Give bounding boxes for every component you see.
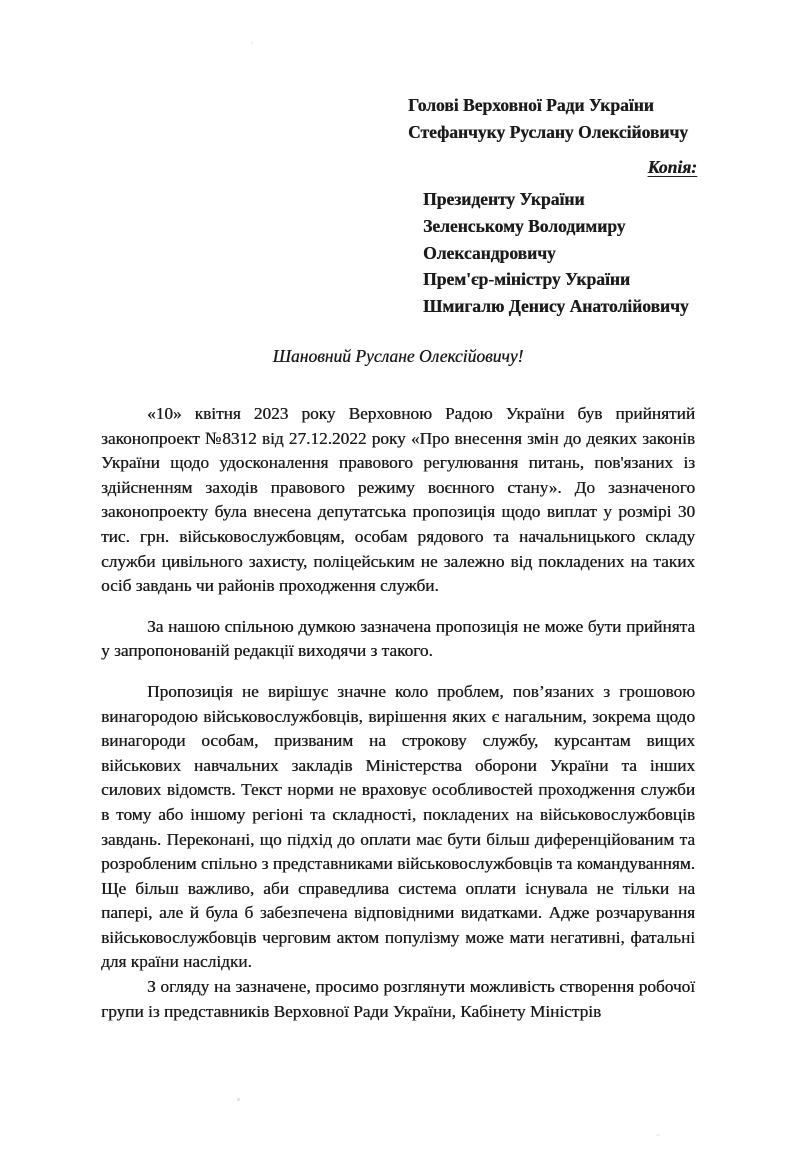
- body-paragraph-2: За нашою спільною думкою зазначена пропозиція не може бути прийнята у запропонованій редакції виходячи з такого.: [101, 616, 695, 661]
- copy-recipient-prime-minister-block: [423, 266, 689, 320]
- copy-president-line-2: Зеленському Володимиру: [423, 216, 626, 236]
- scan-speck: [251, 42, 253, 44]
- copy-recipient-president-block: [423, 186, 625, 267]
- copy-label: Копія:: [647, 157, 697, 177]
- recipient-primary-line-1: Голові Верховної Ради України: [408, 95, 654, 115]
- copy-pm-line-1: Прем'єр-міністру України: [423, 269, 630, 289]
- scan-speck: [656, 1134, 660, 1136]
- scan-speck: [237, 1098, 240, 1101]
- copy-president-line-1: Президенту України: [423, 189, 585, 209]
- letter-body: [101, 402, 695, 1024]
- recipient-primary-block: [408, 92, 688, 146]
- body-paragraph-4: З огляду на зазначене, просимо розглянути можливість створення робочої групи із представників Верховної Ради України, Кабінету Міністрів: [101, 977, 695, 1021]
- copy-president-line-3: Олександровичу: [423, 243, 556, 263]
- salutation: Шановний Руслане Олексійовичу!: [272, 346, 524, 366]
- copy-pm-line-2: Шмигалю Денису Анатолійовичу: [423, 296, 689, 316]
- body-paragraph-1: «10» квітня 2023 року Верховною Радою України був прийнятий законопроект №8312 від 27.12.2022 року «Про внесення змін до деяких законів України щодо удосконалення правового регулювання питань, пов'язаних із здійсненням заходів правового режиму воєнного стану». До зазначеного законопроекту була внесена депутатська пропозиція щодо виплат у розмірі 30 тис. грн. військовослужбовцям, особам рядового та начальницького складу служби цивільного захисту, поліцейським не залежно від покладених на таких осіб завдань чи районів проходження служби.: [101, 404, 695, 596]
- body-paragraph-3: Пропозиція не вирішує значне коло проблем, пов’язаних з грошовою винагородою військовослужбовців, вирішення яких є нагальним, зокрема щодо винагороди особам, призваним на строкову службу, курсантам вищих військових навчальних закладів Міністерства оборони України та інших силових відомств. Текст норми не враховує особливостей проходження служби в тому або іншому регіоні та складності, покладених на військовослужбовців завдань. Переконані, що підхід до оплати має бути більш диференційованим та розробленим спільно з представниками військовослужбовців та командуванням. Ще більш важливо, аби справедлива система оплати існувала не тільки на папері, але й була б забезпечена відповідними видатками. Адже розчарування військовослужбовців черговим актом популізму може мати негативні, фатальні для країни наслідки.: [101, 681, 695, 972]
- recipient-primary-line-2: Стефанчуку Руслану Олексійовичу: [408, 122, 688, 142]
